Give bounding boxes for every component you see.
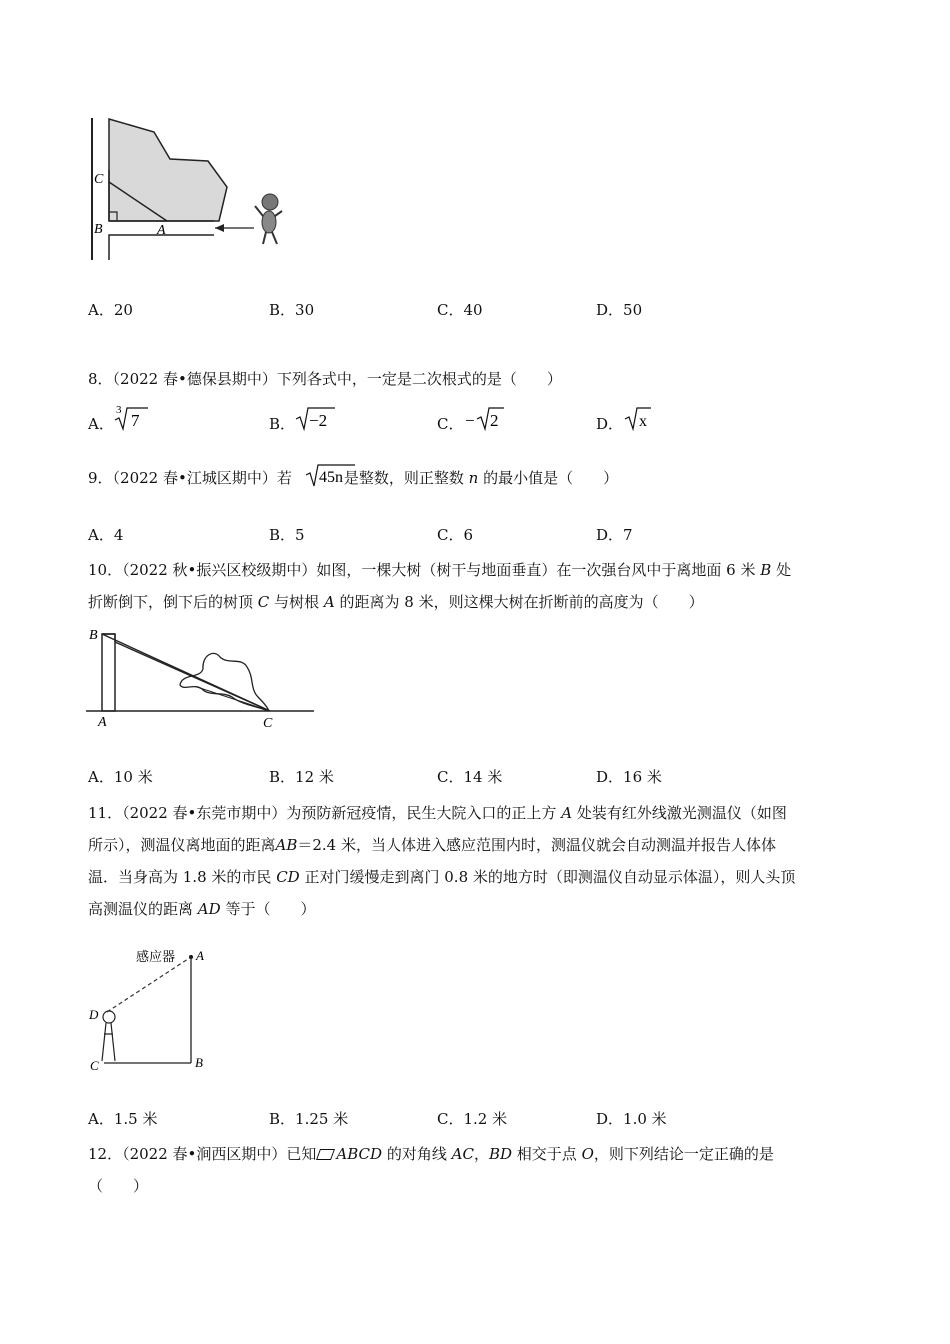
q8-source: （2022 春•德保县期中） [112,370,277,388]
q7-option-a[interactable]: A．20 [88,301,133,319]
q7-option-c[interactable]: C．40 [437,301,483,319]
q11-label-a: A [196,948,204,963]
q12-var-ac: AC [451,1145,474,1163]
q7-label-a: A [157,223,166,238]
q11-var-a: A [561,804,573,822]
q10-stem [88,554,868,618]
q10-label-a: A [98,715,107,730]
q10-line1: 如图，一棵大树（树干与地面垂直）在一次强台风中于离地面 6 米 [316,561,756,579]
q9-option-d[interactable]: D．7 [596,526,633,544]
q11-option-d[interactable]: D．1.0 米 [596,1110,667,1128]
q8-option-d[interactable] [596,414,623,434]
q8-b-radicand: −2 [309,411,328,430]
q12-stem [88,1138,868,1202]
q11-line4-a: 高测温仪的距离 [88,900,194,918]
q11-label-sensor: 感应器 [136,949,176,964]
q12-line1-b: 的对角线 [386,1145,447,1163]
q12-line1-e: ，则下列结论一定正确的是 [593,1145,774,1163]
q7-label-b: B [94,222,103,237]
q11-label-c: C [90,1058,99,1073]
q12-line1-a: 已知 [286,1145,317,1163]
q10-figure [82,625,317,735]
q12-number: 12． [88,1145,123,1163]
q10-var-c: C [257,593,270,611]
q7-option-b[interactable]: B．30 [269,301,315,319]
q12-var-bd: BD [488,1145,513,1163]
q11-line3-a: 温．当身高为 1.8 米的市民 [88,868,272,886]
q11-var-cd: CD [276,868,300,886]
q10-line2-a: 折断倒下，倒下后的树顶 [88,593,254,611]
q12-source: （2022 春•涧西区期中） [122,1145,287,1163]
q9-radical [305,462,357,490]
q8-option-c-letter: C． [437,415,464,433]
q10-number: 10． [88,561,123,579]
q11-var-ad: AD [197,900,221,918]
q11-label-d: D [89,1007,99,1022]
q8-a-index: 3 [116,404,122,416]
q8-option-a-letter: A． [88,415,114,433]
q7-label-c: C [94,172,104,187]
q7-option-d[interactable]: D．50 [596,301,643,319]
q10-var-a: A [323,593,335,611]
q8-option-d-letter: D． [596,415,624,433]
q11-line1-end: 处装有红外线激光测温仪（如图 [576,804,787,822]
q8-option-d-math [623,405,655,433]
q12-comma: ， [473,1145,489,1163]
q8-option-c-math [464,405,508,433]
q8-option-b-letter: B． [269,415,296,433]
q8-a-radicand: 7 [131,411,140,430]
q9-option-c[interactable]: C．6 [437,526,474,544]
q11-var-ab: AB [275,836,298,854]
q10-option-d[interactable]: D．16 米 [596,768,662,786]
q8-c-prefix: − [465,411,475,430]
q11-line2-b: ＝2.4 米，当人体进入感应范围内时，测温仪就会自动测温并报告人体体 [297,836,777,854]
q9-tail: 的最小值是（ ） [483,469,619,487]
q9-radicand: 45n [319,469,343,486]
person-figure-icon [102,1011,115,1061]
q11-line2-a: 所示），测温仪离地面的距离 [88,836,276,854]
q10-line2-d: 的距离为 8 米，则这棵大树在折断前的高度为（ ） [339,593,704,611]
q8-option-b-math [294,405,338,433]
q11-option-b[interactable]: B．1.25 米 [269,1110,349,1128]
q10-option-c[interactable]: C．14 米 [437,768,503,786]
q8-stem [88,369,562,389]
q10-option-a[interactable]: A．10 米 [88,768,153,786]
person-icon [255,194,282,244]
q8-option-c[interactable] [437,414,463,434]
q9-pre: 若 [276,469,292,487]
q10-line2-b: 与树根 [274,593,320,611]
q12-line1-d: 相交于点 [516,1145,577,1163]
q11-number: 11． [88,804,123,822]
q8-d-radicand: x [639,413,647,430]
q11-figure [84,942,224,1077]
q9-var: n [468,469,479,487]
q10-source: （2022 秋•振兴区校级期中） [122,561,317,579]
q11-option-a[interactable]: A．1.5 米 [88,1110,158,1128]
q11-line1: 为预防新冠疫情，民生大院入口的正上方 [286,804,557,822]
q9-number: 9． [88,469,113,487]
q10-line1-end: 处 [776,561,792,579]
q11-option-c[interactable]: C．1.2 米 [437,1110,508,1128]
parallelogram-icon [316,1149,335,1160]
q9-option-a[interactable]: A．4 [88,526,124,544]
q11-label-b: B [195,1055,203,1070]
q10-label-c: C [263,716,273,731]
q8-option-a[interactable] [88,414,114,434]
q8-number: 8． [88,370,113,388]
q12-shape: ABCD [336,1145,383,1163]
q7-figure [82,110,302,265]
q8-question: 下列各式中，一定是二次根式的是（ ） [276,370,562,388]
q12-var-o: O [581,1145,594,1163]
q11-line4-b: 等于（ ） [225,900,316,918]
q8-option-b[interactable] [269,414,295,434]
q9-source: （2022 春•江城区期中） [112,469,277,487]
q11-line3-b: 正对门缓慢走到离门 0.8 米的地方时（即测温仪自动显示体温），则人头顶 [304,868,796,886]
q11-stem [88,797,868,925]
q8-option-a-math [112,402,152,432]
q9-post: 是整数，则正整数 [343,469,464,487]
q9-option-b[interactable]: B．5 [269,526,305,544]
q8-c-radicand: 2 [490,411,499,430]
q12-line2: （ ） [88,1177,149,1195]
q10-label-b: B [89,628,98,643]
q10-option-b[interactable]: B．12 米 [269,768,334,786]
q10-var-b: B [760,561,772,579]
q11-source: （2022 春•东莞市期中） [122,804,287,822]
